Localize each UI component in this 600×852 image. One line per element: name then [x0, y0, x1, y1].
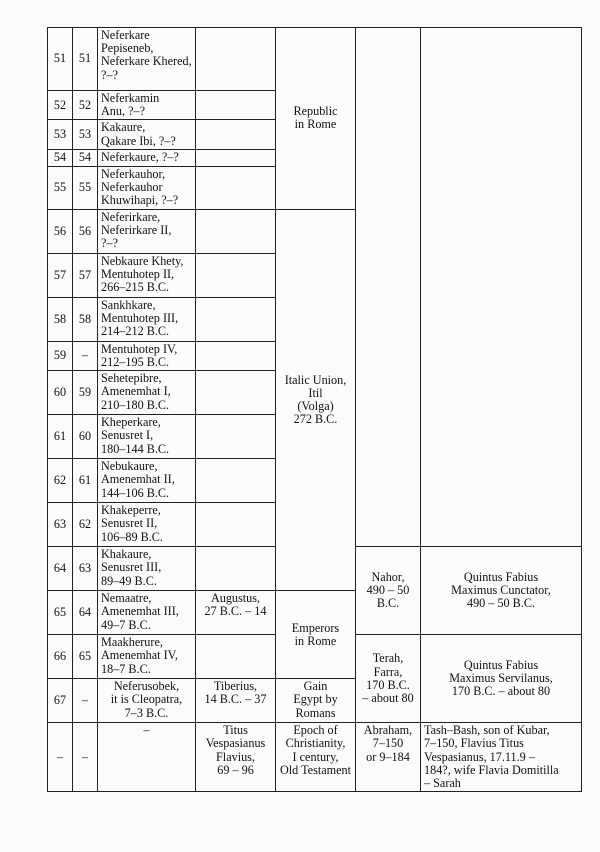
pharaoh-cell — [98, 503, 196, 547]
pharaoh-cell-line: 49–7 B.C. — [101, 617, 151, 632]
dynasty-number: 54 — [73, 149, 98, 166]
roman-cell-tash-line: Vespasianus, 17.11.9 – — [424, 749, 535, 764]
state-cell-italic — [276, 209, 356, 590]
row-number: 65 — [48, 591, 73, 635]
pharaoh-cell-line: Nebukaure, — [101, 459, 158, 474]
pharaoh-cell-line: Neferkare — [101, 28, 150, 42]
roman-cell-tash — [421, 723, 582, 792]
dynasty-number: 56 — [73, 209, 98, 253]
patriarch-cell-abraham-line: 7–150 — [372, 736, 404, 751]
pharaoh-cell-line: Amenemhat II, — [101, 472, 175, 487]
patriarch-cell-terah — [356, 635, 421, 723]
pharaoh-cell-line: Senusret III, — [101, 560, 162, 575]
pharaoh-cell — [98, 91, 196, 120]
row-number: 63 — [48, 503, 73, 547]
pharaoh-cell-line: Mentuhotep III, — [101, 311, 179, 326]
pharaoh-cell-line: Neferusobek, — [113, 679, 180, 694]
pharaoh-cell-line: Neferkaure, ?–? — [101, 149, 179, 164]
pharaoh-cell-line: Amenemhat IV, — [101, 648, 178, 663]
patriarch-cell-empty — [356, 28, 421, 547]
state-cell-gain-line: Egypt by — [293, 692, 338, 707]
pharaoh-cell-line: Nebkaure Khety, — [101, 253, 184, 268]
emperor-cell-empty — [196, 459, 276, 503]
pharaoh-cell-line: Mentuhotep IV, — [101, 341, 178, 356]
state-cell-italic-line: Itil — [308, 385, 323, 400]
patriarch-cell-terah-line: 170 B.C. — [366, 677, 410, 692]
pharaoh-cell-line: ?–? — [101, 236, 118, 251]
dynasty-number: 57 — [73, 253, 98, 297]
dynasty-number: 62 — [73, 503, 98, 547]
pharaoh-cell-line: 214–212 B.C. — [101, 324, 170, 339]
state-cell-epoch — [276, 723, 356, 792]
pharaoh-cell-line: Khakaure, — [101, 547, 152, 562]
row-number: 54 — [48, 149, 73, 166]
row-number: – — [48, 723, 73, 792]
state-cell-epoch-line: Epoch of — [293, 723, 338, 738]
state-cell-emperors-line: Emperors — [291, 620, 340, 635]
row-number: 56 — [48, 209, 73, 253]
roman-cell-cunctator — [421, 547, 582, 635]
row-number: 64 — [48, 547, 73, 591]
row-number: 57 — [48, 253, 73, 297]
pharaoh-cell-line: Senusret II, — [101, 516, 158, 531]
pharaoh-cell — [98, 149, 196, 166]
emperor-cell — [196, 679, 276, 723]
roman-cell-empty — [421, 28, 582, 547]
patriarch-cell-nahor-line: Nahor, — [371, 569, 405, 584]
pharaoh-cell — [98, 297, 196, 341]
row-number: 53 — [48, 120, 73, 149]
dynasty-number: 52 — [73, 91, 98, 120]
dynasty-number: 65 — [73, 635, 98, 679]
emperor-cell-empty — [196, 547, 276, 591]
row-number: 66 — [48, 635, 73, 679]
chronology-table — [47, 27, 582, 792]
roman-cell-cunctator-line: Quintus Fabius — [463, 569, 539, 584]
pharaoh-cell — [98, 371, 196, 415]
dynasty-number: 53 — [73, 120, 98, 149]
dynasty-number: 63 — [73, 547, 98, 591]
emperor-cell-empty — [196, 209, 276, 253]
emperor-cell-line: Vespasianus — [205, 736, 266, 751]
pharaoh-cell-line: Neferkamin — [101, 91, 160, 105]
pharaoh-cell-line: Neferirkare II, — [101, 223, 172, 238]
emperor-cell-line: Tiberius, — [213, 679, 258, 694]
pharaoh-cell-line: 180–144 B.C. — [101, 441, 170, 456]
table-row — [48, 28, 582, 91]
row-number: 62 — [48, 459, 73, 503]
dynasty-number: 64 — [73, 591, 98, 635]
patriarch-cell-abraham-line: or 9–184 — [366, 749, 410, 764]
emperor-cell-empty — [196, 341, 276, 370]
pharaoh-cell-line: 106–89 B.C. — [101, 529, 163, 544]
pharaoh-cell-line: 266–215 B.C. — [101, 280, 170, 295]
row-number: 59 — [48, 341, 73, 370]
emperor-cell-line: 14 B.C. – 37 — [204, 692, 267, 707]
emperor-cell-line: 69 – 96 — [217, 762, 254, 777]
pharaoh-cell — [98, 28, 196, 91]
pharaoh-cell — [98, 459, 196, 503]
dynasty-number: 61 — [73, 459, 98, 503]
state-cell-italic-line: 272 B.C. — [293, 412, 338, 427]
pharaoh-cell — [98, 591, 196, 635]
pharaoh-cell-line: 89–49 B.C. — [101, 573, 157, 588]
pharaoh-cell-line: 210–180 B.C. — [101, 397, 170, 412]
pharaoh-cell — [98, 253, 196, 297]
pharaoh-cell-line: Khuwihapi, ?–? — [101, 193, 179, 208]
table-row — [48, 723, 582, 792]
pharaoh-cell-line: Mentuhotep II, — [101, 267, 175, 282]
row-number: 58 — [48, 297, 73, 341]
pharaoh-cell — [98, 723, 196, 792]
emperor-cell-empty — [196, 297, 276, 341]
pharaoh-cell-line: – — [143, 723, 150, 738]
emperor-cell-empty — [196, 253, 276, 297]
pharaoh-cell-line: Amenemhat I, — [101, 384, 171, 399]
state-cell-republic-line: Republic — [293, 104, 338, 119]
roman-cell-tash-line: – Sarah — [424, 776, 461, 791]
pharaoh-cell-line: Neferirkare, — [101, 209, 161, 224]
pharaoh-cell-line: 212–195 B.C. — [101, 355, 170, 370]
patriarch-cell-terah-line: Terah, Farra, — [372, 651, 404, 679]
dynasty-number: 55 — [73, 166, 98, 209]
row-number: 51 — [48, 28, 73, 91]
roman-cell-servilanus-line: 170 B.C. – about 80 — [451, 684, 551, 699]
dynasty-number: 51 — [73, 28, 98, 91]
dynasty-number: – — [73, 723, 98, 792]
row-number: 60 — [48, 371, 73, 415]
pharaoh-cell-line: Neferkauhor, — [101, 166, 166, 181]
row-number: 52 — [48, 91, 73, 120]
emperor-cell-empty — [196, 503, 276, 547]
row-number: 67 — [48, 679, 73, 723]
emperor-cell-line: Flavius, — [216, 749, 255, 764]
emperor-cell-empty — [196, 371, 276, 415]
state-cell-gain — [276, 679, 356, 723]
state-cell-gain-line: Romans — [295, 705, 336, 720]
pharaoh-cell-line: Anu, ?–? — [101, 104, 145, 119]
pharaoh-cell-line: Nemaatre, — [101, 591, 152, 606]
dynasty-number: 60 — [73, 415, 98, 459]
patriarch-cell-abraham — [356, 723, 421, 792]
pharaoh-cell-line: Khakeperre, — [101, 503, 161, 518]
roman-cell-servilanus — [421, 635, 582, 723]
pharaoh-cell-line: 18–7 B.C. — [101, 661, 151, 676]
roman-cell-servilanus-line: Maximus Servilanus, — [449, 671, 553, 686]
dynasty-number: – — [73, 679, 98, 723]
pharaoh-cell-line: Senusret I, — [101, 428, 154, 443]
state-cell-gain-line: Gain — [303, 679, 328, 694]
state-cell-italic-line: (Volga) — [297, 399, 334, 414]
state-cell-republic — [276, 28, 356, 210]
pharaoh-cell — [98, 209, 196, 253]
state-cell-republic-line: in Rome — [294, 117, 337, 132]
pharaoh-cell-line: 7–3 B.C. — [124, 705, 169, 720]
pharaoh-cell — [98, 120, 196, 149]
pharaoh-cell-line: ?–? — [101, 67, 118, 82]
patriarch-cell-abraham-line: Abraham, — [363, 723, 413, 738]
emperor-cell-empty — [196, 166, 276, 209]
state-cell-epoch-line: Christianity, — [285, 736, 346, 751]
pharaoh-cell — [98, 679, 196, 723]
state-cell-epoch-line: Old Testament — [279, 762, 352, 777]
roman-cell-tash-line: Tash–Bash, son of Kubar, — [424, 723, 550, 738]
pharaoh-cell-line: it is Cleopatra, — [110, 692, 183, 707]
pharaoh-cell-line: Sankhkare, — [101, 297, 156, 312]
roman-cell-servilanus-line: Quintus Fabius — [463, 657, 539, 672]
roman-cell-cunctator-line: Maximus Cunctator, — [451, 583, 551, 598]
pharaoh-cell-line: Kheperkare, — [101, 415, 161, 430]
pharaoh-cell-line: Neferkauhor — [101, 180, 163, 195]
pharaoh-cell-line: Qakare Ibi, ?–? — [101, 133, 176, 148]
pharaoh-cell — [98, 341, 196, 370]
row-number: 55 — [48, 166, 73, 209]
emperor-cell-line: 27 B.C. – 14 — [204, 604, 267, 619]
state-cell-emperors — [276, 591, 356, 679]
patriarch-cell-terah-line: – about 80 — [362, 690, 414, 705]
emperor-cell-empty — [196, 149, 276, 166]
dynasty-number: 58 — [73, 297, 98, 341]
pharaoh-cell — [98, 635, 196, 679]
row-number: 61 — [48, 415, 73, 459]
pharaoh-cell — [98, 166, 196, 209]
pharaoh-cell-line: 144–106 B.C. — [101, 485, 170, 500]
state-cell-emperors-line: in Rome — [294, 633, 337, 648]
emperor-cell-empty — [196, 28, 276, 91]
pharaoh-cell-line: Kakaure, — [101, 120, 146, 135]
state-cell-italic-line: Italic Union, — [284, 372, 347, 387]
emperor-cell-empty — [196, 635, 276, 679]
patriarch-cell-nahor-line: B.C. — [376, 596, 400, 611]
emperor-cell-empty — [196, 120, 276, 149]
pharaoh-cell-line: Neferkare Khered, — [101, 54, 192, 69]
pharaoh-cell-line: Sehetepibre, — [101, 371, 162, 386]
pharaoh-cell — [98, 415, 196, 459]
state-cell-epoch-line: I century, — [292, 749, 339, 764]
emperor-cell-empty — [196, 91, 276, 120]
roman-cell-tash-line: 184?, wife Flavia Domitilla — [424, 762, 559, 777]
pharaoh-cell-line: Pepiseneb, — [101, 41, 154, 56]
emperor-cell-empty — [196, 415, 276, 459]
pharaoh-cell — [98, 547, 196, 591]
emperor-cell-line: Augustus, — [210, 591, 261, 606]
roman-cell-cunctator-line: 490 – 50 B.C. — [466, 596, 536, 611]
dynasty-number: – — [73, 341, 98, 370]
dynasty-number: 59 — [73, 371, 98, 415]
emperor-cell-line: Titus — [223, 723, 248, 738]
pharaoh-cell-line: Amenemhat III, — [101, 604, 179, 619]
patriarch-cell-nahor-line: 490 – 50 — [366, 583, 410, 598]
pharaoh-cell-line: Maakherure, — [101, 635, 163, 650]
emperor-cell — [196, 591, 276, 635]
patriarch-cell-nahor — [356, 547, 421, 635]
emperor-cell — [196, 723, 276, 792]
roman-cell-tash-line: 7–150, Flavius Titus — [424, 736, 524, 751]
